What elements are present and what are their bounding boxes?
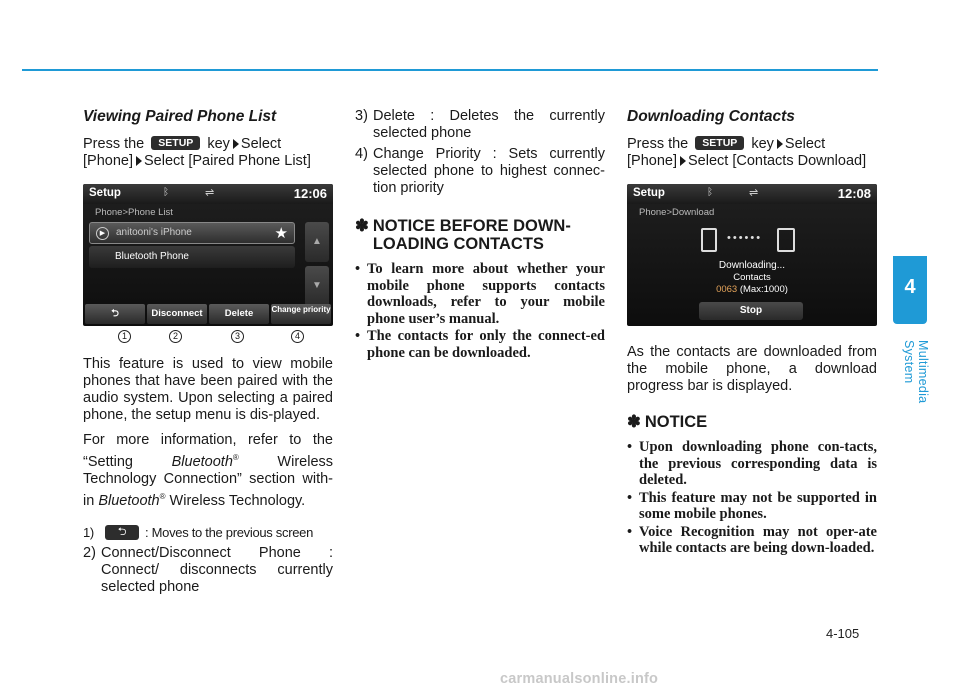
instruction-download: Press the SETUP key Select [Phone] Select [Contacts Download]	[627, 136, 867, 169]
watermark: carmanualsonline.info	[500, 671, 659, 687]
notice-heading: ✽ NOTICE	[627, 413, 708, 431]
section-heading-downloading-contacts: Downloading Contacts	[627, 108, 795, 125]
arrow-right-icon	[233, 139, 239, 149]
notice-bullet: • To learn more about whether your mobile phone supports contacts downloads, refer to your mobile phone user’s manual.	[355, 261, 605, 327]
scroll-down-button[interactable]: ▼	[305, 266, 329, 306]
screen-clock: 12:06	[293, 186, 327, 201]
usb-icon: ⇌	[749, 187, 759, 199]
phone-list-item[interactable]	[89, 222, 295, 244]
arrow-right-icon	[777, 139, 783, 149]
list-item: 2) Connect/Disconnect Phone : Connect/ disconnects currently selected phone	[83, 544, 333, 595]
section-heading-paired-phone-list: Viewing Paired Phone List	[83, 108, 277, 125]
setup-key-badge: SETUP	[151, 136, 200, 150]
screen-button-bar	[85, 304, 331, 324]
chapter-label: Multimedia System	[902, 340, 930, 404]
star-icon: ★	[274, 225, 288, 242]
device-type: Bluetooth Phone	[115, 251, 189, 262]
right-column	[627, 108, 877, 558]
arrow-right-icon	[680, 156, 686, 166]
download-count: 0063 (Max:1000)	[716, 284, 788, 295]
contacts-document-icon	[777, 228, 795, 252]
notice-bullet: • The contacts for only the connect-ed phone can be downloaded.	[355, 328, 605, 361]
notice-bullet: • Voice Recognition may not oper-ate while contacts are being down-loaded.	[627, 523, 877, 556]
bluetooth-icon: ᛒ	[707, 187, 713, 198]
delete-button[interactable]: Delete	[209, 304, 269, 324]
list-item: 3) Delete : Deletes the currently selected phone	[355, 108, 605, 141]
list-item: 4) Change Priority : Sets currently selected phone to highest connec-tion priority	[355, 146, 605, 196]
list-item: 1) ⮌ : Moves to the previous screen	[83, 524, 314, 540]
back-arrow-icon: ⮌	[111, 308, 119, 319]
notice-bullet: • This feature may not be supported in some mobile phones.	[627, 489, 877, 522]
callout-2: 2	[169, 330, 182, 343]
progress-dots: ••••••	[727, 232, 763, 244]
callout-1: 1	[118, 330, 131, 343]
notice-asterisk-icon: ✽	[355, 217, 369, 235]
phone-icon	[701, 228, 717, 252]
chapter-number: 4	[904, 276, 916, 298]
callout-numbers	[83, 330, 333, 346]
description-paragraph: This feature is used to view mobile phones that have been paired with the audio system. Upon selecting a paired phone, the setup menu is dis-played.	[83, 356, 333, 423]
phone-list-item[interactable]	[89, 246, 295, 268]
callout-4: 4	[291, 330, 304, 343]
screen-breadcrumb: Phone>Phone List	[95, 207, 173, 218]
bluetooth-icon: ᛒ	[163, 187, 169, 198]
phone-list-screen	[83, 184, 333, 326]
left-column	[83, 108, 333, 600]
arrow-right-icon	[136, 156, 142, 166]
notice-asterisk-icon: ✽	[627, 413, 641, 431]
device-name: anitooni's iPhone	[116, 227, 192, 238]
download-screen	[627, 184, 877, 326]
screen-breadcrumb: Phone>Download	[639, 207, 715, 218]
page-number: 4-105	[826, 626, 860, 641]
middle-column	[355, 108, 605, 362]
download-status: Downloading...	[718, 260, 786, 271]
chapter-tab	[893, 256, 927, 324]
notice-bullet: • Upon downloading phone con-tacts, the previous corresponding data is deleted.	[627, 439, 877, 488]
download-target: Contacts	[733, 272, 771, 283]
setup-key-badge: SETUP	[695, 136, 744, 150]
header-rule	[22, 69, 878, 71]
change-priority-button[interactable]: Change priority	[271, 304, 331, 324]
screen-status-bar	[83, 184, 333, 204]
usb-icon: ⇌	[205, 187, 215, 199]
callout-3: 3	[231, 330, 244, 343]
scroll-up-button[interactable]: ▲	[305, 222, 329, 262]
download-description: As the contacts are downloaded from the mobile phone, a download progress bar is displayed.	[627, 344, 877, 394]
reference-paragraph: For more information, refer to the “Setting Bluetooth® Wireless Technology Connection” section with-in Bluetooth® Wireless Technology.	[83, 432, 334, 509]
instruction-paired-list: Press the SETUP key Select [Phone] Select [Paired Phone List]	[83, 136, 311, 169]
disconnect-button[interactable]: Disconnect	[147, 304, 207, 324]
stop-button[interactable]: Stop	[699, 302, 803, 320]
notice-heading-before-download: ✽ NOTICE BEFORE DOWN- LOADING CONTACTS	[355, 217, 571, 253]
back-key-icon: ⮌	[105, 525, 139, 540]
back-button[interactable]	[85, 304, 145, 324]
screen-status-bar	[627, 184, 877, 204]
play-icon: ▶	[96, 227, 109, 240]
screen-clock: 12:08	[837, 186, 871, 201]
screen-title: Setup	[633, 187, 665, 199]
screen-title: Setup	[89, 187, 121, 199]
